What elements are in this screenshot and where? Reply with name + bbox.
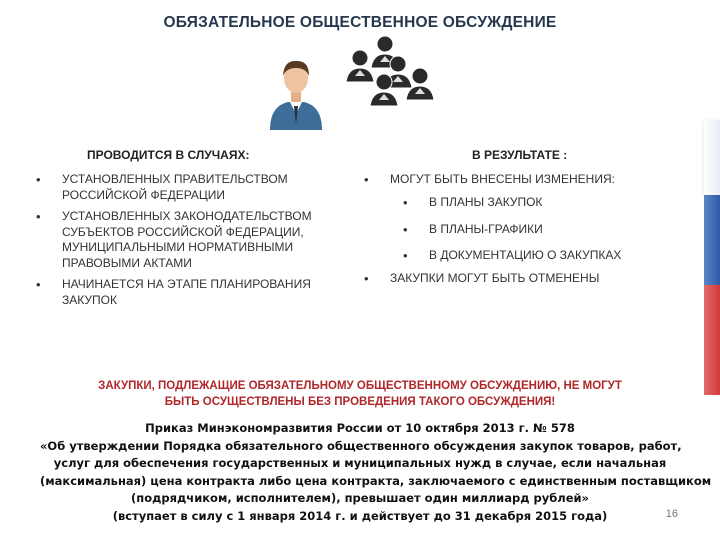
flag-stripe-white xyxy=(704,120,720,195)
sub-list-item: • В ПЛАНЫ-ГРАФИКИ xyxy=(403,222,683,238)
right-bullet-list xyxy=(364,172,684,194)
right-sub-list xyxy=(403,195,683,270)
list-item: • МОГУТ БЫТЬ ВНЕСЕНЫ ИЗМЕНЕНИЯ: xyxy=(364,172,684,188)
flag-stripe-blue xyxy=(704,195,720,285)
left-column-header: ПРОВОДИТСЯ В СЛУЧАЯХ: xyxy=(87,148,250,162)
page-number: 16 xyxy=(665,508,678,520)
list-item: • УСТАНОВЛЕННЫХ ПРАВИТЕЛЬСТВОМ РОССИЙСКОЙ ФЕДЕРАЦИИ xyxy=(36,172,321,203)
right-column-header: В РЕЗУЛЬТАТЕ : xyxy=(472,148,568,162)
right-bullet-list-2 xyxy=(364,271,684,293)
slide-title: ОБЯЗАТЕЛЬНОЕ ОБЩЕСТВЕННОЕ ОБСУЖДЕНИЕ xyxy=(163,14,557,31)
list-item: • ЗАКУПКИ МОГУТ БЫТЬ ОТМЕНЕНЫ xyxy=(364,271,684,287)
person-icon xyxy=(268,56,324,135)
sub-list-item: • В ПЛАНЫ ЗАКУПОК xyxy=(403,195,683,211)
order-reference: Приказ Минэкономразвития России от 10 октября 2013 г. № 578 «Об утверждении Порядка обязательного общественного обсуждения закупок товаров, работ, услуг для обеспечения государственных и муниципальных нужд в случае, если начальная (максимальная) цена контракта либо цена контракта, заключаемого с единственным поставщиком (подрядчиком, исполнителем), превышает один миллиард рублей» (вступает в силу с 1 января 2014 г. и действует до 31 декабря 2015 года) xyxy=(40,421,712,523)
list-item: • УСТАНОВЛЕННЫХ ЗАКОНОДАТЕЛЬСТВОМ СУБЪЕКТОВ РОССИЙСКОЙ ФЕДЕРАЦИИ, МУНИЦИПАЛЬНЫМИ НОРМАТИВНЫМИ ПРАВОВЫМИ АКТАМИ xyxy=(36,209,321,271)
left-bullet-list xyxy=(36,172,321,314)
sub-list-item: • В ДОКУМЕНТАЦИЮ О ЗАКУПКАХ xyxy=(403,248,683,264)
group-people-icon xyxy=(340,34,440,113)
flag-stripe-red xyxy=(704,285,720,395)
warning-text: ЗАКУПКИ, ПОДЛЕЖАЩИЕ ОБЯЗАТЕЛЬНОМУ ОБЩЕСТВЕННОМУ ОБСУЖДЕНИЮ, НЕ МОГУТ БЫТЬ ОСУЩЕСТВЛЕНЫ БЕЗ ПРОВЕДЕНИЯ ТАКОГО ОБСУЖДЕНИЯ! xyxy=(98,380,622,408)
list-item: • НАЧИНАЕТСЯ НА ЭТАПЕ ПЛАНИРОВАНИЯ ЗАКУПОК xyxy=(36,277,321,308)
